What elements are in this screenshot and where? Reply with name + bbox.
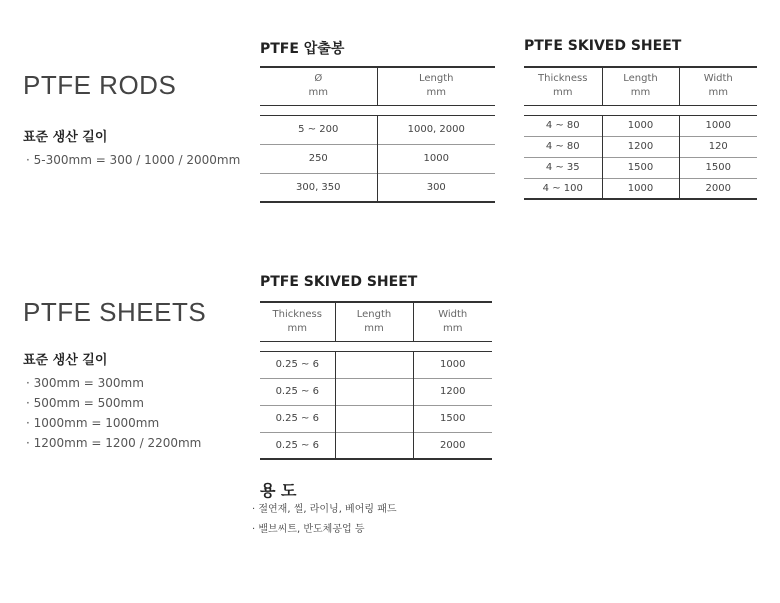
list-item: · 1000mm = 1000mm (26, 416, 160, 430)
sheets-skived-title: PTFE SKIVED SHEET (260, 274, 418, 290)
table-header: Thickness mm (260, 302, 335, 341)
rods-std-heading: 표준 생산 길이 (23, 130, 108, 145)
table-header: Length mm (419, 73, 454, 99)
list-item: · 300mm = 300mm (26, 376, 144, 390)
table-row: 0.25 ~ 6 1200 (260, 378, 492, 405)
list-item: · 밸브씨트, 반도체공업 등 (252, 524, 365, 535)
table-header: Length mm (602, 67, 679, 105)
table-row: 4 ~ 80 1000 1000 (524, 115, 757, 136)
table-row: 4 ~ 100 1000 2000 (524, 178, 757, 199)
usage-title: 용 도 (260, 481, 297, 500)
list-item: · 절연재, 씰, 라이닝, 베어링 패드 (252, 504, 397, 515)
extruded-table-title: PTFE 압출봉 (260, 41, 345, 57)
table-row: 0.25 ~ 6 1500 (260, 405, 492, 432)
rods-title: PTFE RODS (23, 70, 177, 100)
table-header: Width mm (438, 308, 468, 334)
table-row: 0.25 ~ 6 1000 (260, 351, 492, 378)
table-header: Thickness mm (524, 67, 602, 105)
list-item: · 5-300mm = 300 / 1000 / 2000mm (26, 153, 241, 167)
sheets-skived-table (260, 301, 492, 460)
extruded-table (260, 66, 495, 203)
list-item: · 1200mm = 1200 / 2200mm (26, 436, 202, 450)
table-header: Length mm (335, 302, 413, 341)
table-header: Width mm (703, 73, 733, 99)
table-row: 300, 350 300 (260, 173, 495, 202)
sheets-std-heading: 표준 생산 길이 (23, 353, 108, 368)
rods-std-list (26, 150, 240, 170)
sheets-title: PTFE SHEETS (23, 297, 207, 327)
table-row: 250 1000 (260, 144, 495, 173)
usage-list (252, 500, 397, 540)
table-header: Ø mm (260, 67, 377, 105)
table-row: 4 ~ 35 1500 1500 (524, 157, 757, 178)
table-row: 0.25 ~ 6 2000 (260, 432, 492, 459)
list-item: · 500mm = 500mm (26, 396, 144, 410)
table-row: 5 ~ 200 1000, 2000 (260, 115, 495, 144)
sheets-std-list (26, 373, 201, 453)
rods-skived-title: PTFE SKIVED SHEET (524, 38, 682, 54)
rods-skived-table (524, 66, 757, 200)
table-row: 4 ~ 80 1200 120 (524, 136, 757, 157)
